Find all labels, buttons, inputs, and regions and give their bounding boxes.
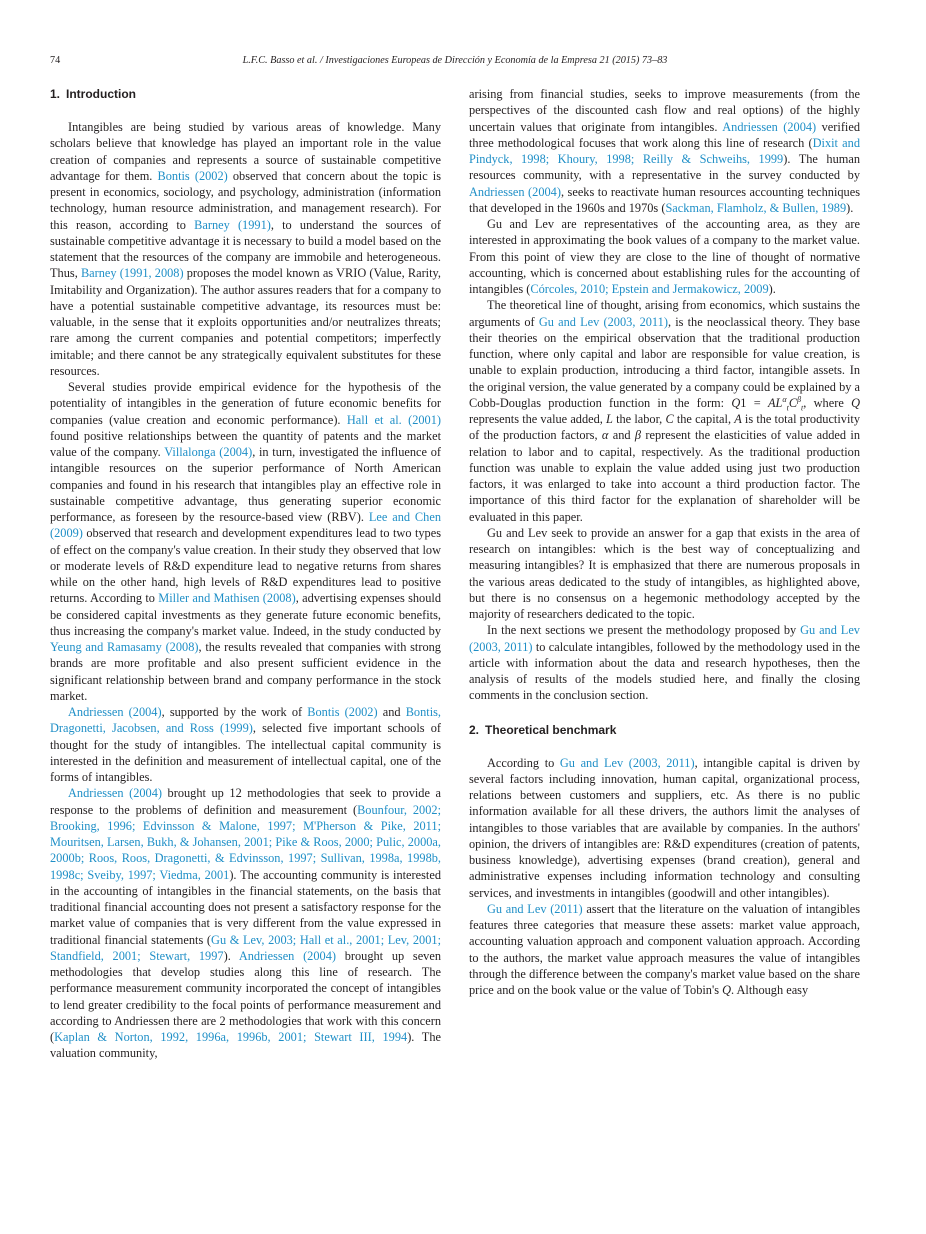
- paragraph: Intangibles are being studied by various areas of knowledge. Many scholars believe that knowledge has played an important role in the value creation of companies and represents a source of sustainable competitive advantage for them. Bontis (2002) observed that concern about the topic is present in economics, sociology, and psychology, administration (information technology, human resource administration, and management research). For this reason, according to Barney (1991), to understand the sources of sustainable competitive advantage it is necessary to build a model based on the statement that the resources of the company are immobile and heterogeneous. Thus, Barney (1991, 2008) proposes the model known as VRIO (Value, Rarity, Imitability and Organization). The author assures readers that for a company to have a potential sustainable competitive advantage, its resources must be: valuable, in the sense that it exploits opportunities and/or neutralizes threats; rare among the current companies and potential competitors; imperfectly imitable; and there cannot be any strategically equivalent substitutes for these resources.: [50, 120, 442, 378]
- citation-link[interactable]: Lee and Chen (2009): [50, 510, 441, 541]
- paragraph: According to Gu and Lev (2003, 2011), intangible capital is driven by several factors including innovation, human capital, organizational process, relations between customers and suppliers, etc. As there is no public information available for all these drivers, the authors limit the analyses of intangibles to those variables that are available by companies. In the authors' opinion, the drivers of intangibles are: R&D expenditures (creation of patents, business knowledge), advertising expenses (brand creation), general and administrative expenses including information technology and consulting services, and investments in intangibles (goodwill and other intangibles).: [469, 755, 861, 900]
- citation-link[interactable]: Sackman, Flamholz, & Bullen, 1989: [665, 200, 847, 215]
- citation-link[interactable]: Gu and Lev (2011): [487, 901, 583, 916]
- citation-link[interactable]: Andriessen (2004): [722, 119, 817, 134]
- citation-link[interactable]: Gu and Lev (2003, 2011): [538, 314, 668, 329]
- paragraph: The theoretical line of thought, arising from economics, which sustains the arguments of Gu and Lev (2003, 2011), is the neoclassical theory. They base their theories on the empirical observation that the traditional production function, where only capital and labor are responsible for value creation, is unable to explain production, introducing a third factor, intangible assets. In the original version, the value generated by a company could be explained by a Cobb-Douglas production function in the form: $Q1 = AL^\alpha_tC^\beta_t$, where Q represents the value added, L the labor, C the capital, A is the total productivity of the production factors, α and β represent the elasticities of value added in relation to labor and to capital, respectively. As the traditional production function was unable to explain the value added using just two production factors, it was enlarged to take into account a third production factor. The importance of this third factor for the explanation of shareholder will be evaluated in this paper.: [469, 298, 861, 524]
- citation-link[interactable]: Córcoles, 2010; Epstein and Jermakowicz, 2009: [530, 282, 769, 296]
- section-number: 1.: [50, 87, 61, 101]
- citation-link[interactable]: Yeung and Ramasamy (2008): [50, 640, 199, 654]
- citation-link[interactable]: Dixit and Pindyck, 1998; Khoury, 1998; Reilly & Schweihs, 1999: [469, 135, 860, 166]
- paragraph: Several studies provide empirical evidence for the hypothesis of the potentiality of intangibles in the generation of future economic benefits for companies (value creation and economic performance). Hall et al. (2001) found positive relationships between the quantity of patents and the market value of the company. Villalonga (2004), in turn, investigated the influence of intangible resources on the superior performance of North American companies and found in his research that intangibles play an effective role in sustainable competitive advantage, thus generating superior economic performance, as foreseen by the resource-based view (RBV). Lee and Chen (2009) observed that research and development expenditures lead to two types of effect on the company's value creation. In their study they observed that low or moderate levels of R&D expenditure lead to negative returns from shares while on the other hand, high levels of R&D expenditures lead to positive returns. According to Miller and Mathisen (2008), advertising expenses should be considered capital investments as they generate future economic benefits, thus increasing the company's market value. Indeed, in the study conducted by Yeung and Ramasamy (2008), the results revealed that companies with strong brands are more profitable and also present sufficient evidence in the significant relationship between brand and company performance in the stock market.: [50, 380, 442, 703]
- citation-link[interactable]: Gu & Lev, 2003; Hall et al., 2001; Lev, 2001; Standfield, 2001; Stewart, 1997: [50, 932, 441, 963]
- section-number: 2.: [469, 722, 480, 737]
- section-heading-theoretical-benchmark: [469, 722, 860, 738]
- citation-link[interactable]: Andriessen (2004): [68, 786, 162, 801]
- left-column: [50, 86, 441, 1062]
- journal-citation: L.F.C. Basso et al. / Investigaciones Europeas de Dirección y Economía de la Empresa 21 (2015) 73–83: [242, 55, 668, 66]
- citation-link[interactable]: Gu and Lev (2003, 2011): [559, 755, 695, 770]
- citation-link[interactable]: Bontis (2002): [157, 168, 228, 183]
- citation-link[interactable]: Bounfour, 2002; Brooking, 1996; Edvinsson & Malone, 1997; M'Pherson & Pike, 2011; Mouritsen, Larsen, Bukh, & Johansen, 2001; Pike & Roos, 2000; Pulic, 2000a, 2000b; Roos, Roos, Dragonetti, & Edvinsson, 1997; Sullivan, 1998a, 1998b, 1998c; Sveiby, 1997; Viedma, 2001: [50, 802, 442, 882]
- citation-link[interactable]: Bontis (2002): [307, 705, 378, 719]
- citation-link[interactable]: Barney (1991, 2008): [80, 266, 184, 281]
- citation-link[interactable]: Villalonga (2004): [164, 445, 253, 459]
- cobb-douglas-equation: $Q1 = AL^\alpha_tC^\beta_t$: [731, 394, 804, 413]
- paragraph: Andriessen (2004) brought up 12 methodologies that seek to provide a response to the problems of definition and measurement (Bounfour, 2002; Brooking, 1996; Edvinsson & Malone, 1997; M'Pherson & Pike, 2011; Mouritsen, Larsen, Bukh, & Johansen, 2001; Pike & Roos, 2000; Pulic, 2000a, 2000b; Roos, Roos, Dragonetti, & Edvinsson, 1997; Sullivan, 1998a, 1998b, 1998c; Sveiby, 1997; Viedma, 2001). The accounting community is interested in the accounting of intangibles in the financial statements, on the basis that traditional financial accounting does not present a satisfactory response for the market value of companies that is very different from the value expressed in traditional financial statements (Gu & Lev, 2003; Hall et al., 2001; Lev, 2001; Standfield, 2001; Stewart, 1997). Andriessen (2004) brought up seven methodologies that develop studies along this line of research. The performance measurement community incorporated the concept of intangibles to lend greater credibility to the focal points of performance measurement and according to Andriessen there are 2 methodologies that work with this concern (Kaplan & Norton, 1992, 1996a, 1996b, 2001; Stewart III, 1994). The valuation community,: [50, 786, 442, 1061]
- citation-link[interactable]: Gu and Lev (2003, 2011): [469, 623, 860, 654]
- right-column: [469, 86, 860, 998]
- citation-link[interactable]: Miller and Mathisen (2008): [158, 591, 296, 606]
- section-title: Introduction: [66, 87, 136, 101]
- citation-link[interactable]: Kaplan & Norton, 1992, 1996a, 1996b, 2001; Stewart III, 1994: [54, 1030, 408, 1044]
- citation-link[interactable]: Andriessen (2004): [469, 184, 561, 199]
- paragraph: Gu and Lev seek to provide an answer for a gap that exists in the area of research on intangibles: which is the best way of conceptualizing and measuring intangibles? It is emphasized that there are numerous proposals in the various areas dedicated to the study of intangibles, as highlighted above, but there is no consensus on a hegemonic methodology accepted by the majority of researchers dedicated to the topic.: [469, 525, 860, 621]
- citation-link[interactable]: Andriessen (2004): [68, 705, 162, 719]
- paragraph: Gu and Lev (2011) assert that the literature on the valuation of intangibles features three categories that measure these assets: market value approach, accounting valuation approach and component valuation approach. According to the authors, the market value approach measures the value of intangibles through the difference between the company's market value based on the share price and on the book value or the value of Tobin's Q. Although easy: [469, 901, 860, 997]
- citation-link[interactable]: Andriessen (2004): [238, 948, 336, 963]
- citation-link[interactable]: Barney (1991): [194, 217, 271, 232]
- citation-link[interactable]: Bontis, Dragonetti, Jacobsen, and Ross (1999): [50, 705, 442, 736]
- citation-link[interactable]: Hall et al. (2001): [346, 412, 441, 427]
- section-title: Theoretical benchmark: [485, 722, 617, 737]
- paragraph: In the next sections we present the methodology proposed by Gu and Lev (2003, 2011) to calculate intangibles, followed by the methodology used in the article with information about the data and research hypotheses, then the analysis of results of the models studied here, and finally the closing comments in the conclusion section.: [469, 623, 860, 703]
- page-number: 74: [50, 55, 61, 66]
- paragraph: Gu and Lev are representatives of the accounting area, as they are interested in approximating the book values of a company to the market value. From this point of view they are close to the line of thought of normative accounting, which is concerned about establishing rules for the accounting of intangibles (Córcoles, 2010; Epstein and Jermakowicz, 2009).: [469, 217, 860, 296]
- paragraph: Andriessen (2004), supported by the work of Bontis (2002) and Bontis, Dragonetti, Jacobsen, and Ross (1999), selected five important schools of thought for the study of intangibles. The intellectual capital community is interested in the definition and measurement of intellectual capital, one of the forms of intangibles.: [50, 705, 442, 784]
- running-header: [50, 55, 860, 71]
- paragraph: arising from financial studies, seeks to improve measurements (from the perspectives of the discounted cash flow and real options) of the highly uncertain values that originate from intangibles. Andriessen (2004) verified three methodological focuses that work along this line of research (Dixit and Pindyck, 1998; Khoury, 1998; Reilly & Schweihs, 1999). The human resources community, with a representative in the survey conducted by Andriessen (2004), seeks to reactivate human resources accounting techniques that developed in the 1960s and 1970s (Sackman, Flamholz, & Bullen, 1989).: [469, 87, 861, 215]
- section-heading-introduction: [50, 86, 441, 102]
